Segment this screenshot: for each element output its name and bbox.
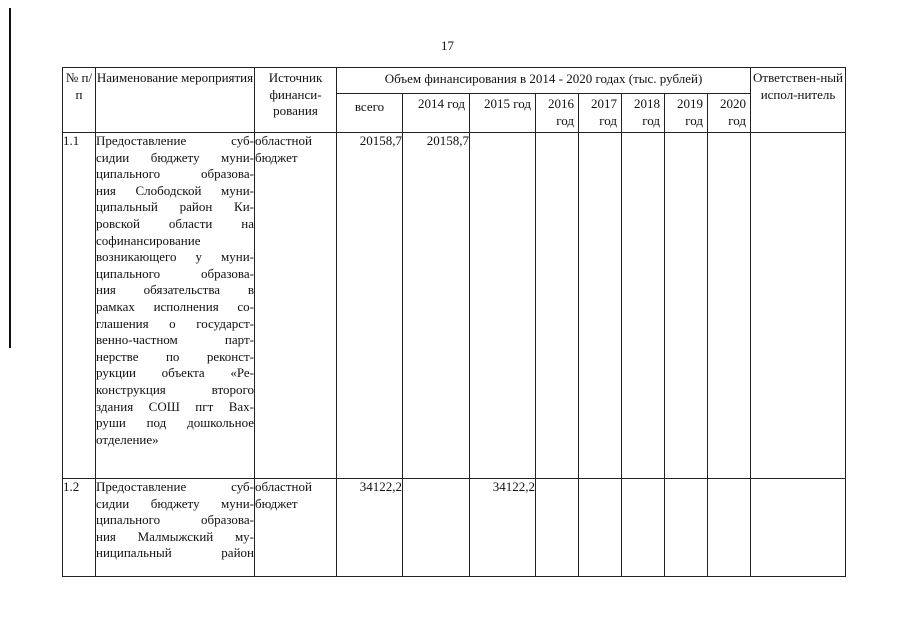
responsible-executor [751, 479, 846, 577]
page-number: 17 [441, 38, 454, 53]
row-number: 1.2 [63, 479, 96, 577]
amount-2020 [708, 133, 751, 479]
activity-name: Предоставление суб- сидии бюджету муни- ципального образова- ния Малмыжский му- ниципальный район [96, 479, 255, 577]
amount-2017 [579, 133, 622, 479]
amount-2016 [536, 133, 579, 479]
amount-2014: 20158,7 [403, 133, 470, 479]
amount-2016 [536, 479, 579, 577]
amount-total: 34122,2 [337, 479, 403, 577]
responsible-executor [751, 133, 846, 479]
amount-2019 [665, 133, 708, 479]
header-responsible: Ответствен-ный испол-нитель [751, 68, 846, 133]
amount-2017 [579, 479, 622, 577]
header-2014: 2014 год [403, 94, 470, 133]
amount-total: 20158,7 [337, 133, 403, 479]
financing-table [62, 67, 846, 577]
amount-2019 [665, 479, 708, 577]
header-volume: Объем финансирования в 2014 - 2020 годах (тыс. рублей) [337, 68, 751, 94]
amount-2018 [622, 133, 665, 479]
header-num: № п/п [63, 68, 96, 133]
amount-2018 [622, 479, 665, 577]
amount-2020 [708, 479, 751, 577]
header-total: всего [337, 94, 403, 133]
header-source: Источник финанси-рования [255, 68, 337, 133]
header-2017: 2017 год [579, 94, 622, 133]
funding-source: областной бюджет [255, 133, 337, 479]
header-2015: 2015 год [470, 94, 536, 133]
header-2018: 2018 год [622, 94, 665, 133]
margin-line [9, 8, 11, 348]
header-name: Наименование мероприятия [96, 68, 255, 133]
table-row [63, 479, 846, 577]
row-number: 1.1 [63, 133, 96, 479]
header-2016: 2016 год [536, 94, 579, 133]
header-2020: 2020 год [708, 94, 751, 133]
amount-2014 [403, 479, 470, 577]
header-2019: 2019 год [665, 94, 708, 133]
activity-name: Предоставление суб- сидии бюджету муни- ципального образова- ния Слободской муни- ципальный район Ки- ровской области на софинансирование возникающего у муни- ципального образова- ния обязательства в рамках исполнения со- глашения о государст- венно-частном парт- нерстве по реконст- рукции объекта «Ре- конструкция второго здания СОШ пгт Вах- руши под дошкольное отделение» [96, 133, 255, 479]
funding-source: областной бюджет [255, 479, 337, 577]
amount-2015: 34122,2 [470, 479, 536, 577]
table-row [63, 133, 846, 479]
amount-2015 [470, 133, 536, 479]
